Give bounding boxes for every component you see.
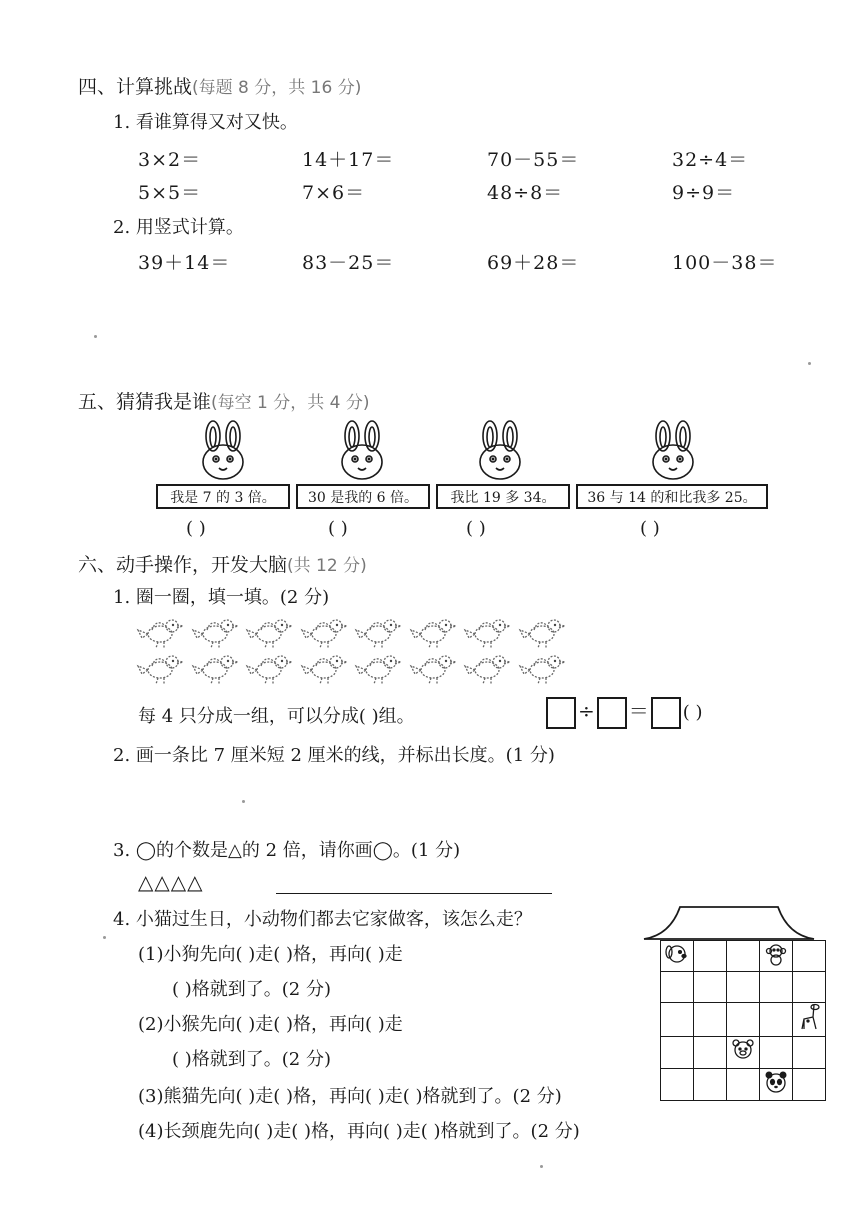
grid-cell xyxy=(793,1037,826,1069)
speck xyxy=(242,800,245,803)
grid-cell xyxy=(760,1069,793,1101)
q4-dog-line1: (1)小狗先向( )走( )格，再向( )走 xyxy=(138,944,403,965)
rabbit-icon xyxy=(465,420,535,482)
rabbit-icon xyxy=(638,420,708,482)
section-5-heading xyxy=(78,387,370,414)
grid-cell xyxy=(727,941,760,972)
grid-cell xyxy=(727,972,760,1003)
grid-cell xyxy=(694,972,727,1003)
q4-dog-line2: ( )格就到了。(2 分) xyxy=(172,979,331,1000)
clue-bubble: 36 与 14 的和比我多 25。 xyxy=(576,484,768,509)
house-roof xyxy=(640,903,818,943)
section-6-note: (共 12 分) xyxy=(287,556,367,576)
panda-icon xyxy=(763,1069,789,1095)
equation: 69＋28＝ xyxy=(487,252,580,274)
speck xyxy=(103,936,106,939)
speck xyxy=(540,1165,543,1168)
bear-icon xyxy=(730,1037,756,1063)
s6-question-4: 4. 小猫过生日，小动物们都去它家做客，该怎么走？ xyxy=(113,909,532,930)
q4-monkey-line1: (2)小猴先向( )走( )格，再向( )走 xyxy=(138,1014,403,1035)
section-4-title: 四、计算挑战 xyxy=(78,76,193,98)
speck xyxy=(808,362,811,365)
grid-cell xyxy=(727,1069,760,1101)
bird-icon xyxy=(300,614,350,650)
section-5-note: (每空 1 分，共 4 分) xyxy=(211,393,370,413)
grid-cell xyxy=(760,1037,793,1069)
division-boxes: ÷ ＝ ( ) xyxy=(544,695,703,729)
grid-cell xyxy=(661,1037,694,1069)
bird-icon xyxy=(518,650,568,686)
drawing-line[interactable] xyxy=(276,893,552,894)
section-6-heading xyxy=(78,550,367,577)
monkey-icon xyxy=(763,942,789,966)
grid-cell xyxy=(727,1003,760,1037)
grid-cell xyxy=(793,1003,826,1037)
bird-icon xyxy=(354,614,404,650)
triangles: △△△△ xyxy=(138,870,204,894)
q4-monkey-line2: ( )格就到了。(2 分) xyxy=(172,1049,331,1070)
answer-blank[interactable]: ( ) xyxy=(186,518,206,539)
answer-box[interactable] xyxy=(546,697,576,729)
grid-cell xyxy=(760,1003,793,1037)
equation: 100－38＝ xyxy=(672,252,778,274)
bird-icon xyxy=(245,650,295,686)
s6-question-3: 3. ◯的个数是△的 2 倍，请你画◯。(1 分) xyxy=(113,840,461,861)
q4-panda-line: (3)熊猫先向( )走( )格，再向( )走( )格就到了。(2 分) xyxy=(138,1086,562,1107)
bird-icon xyxy=(300,650,350,686)
equation: 14＋17＝ xyxy=(302,149,395,171)
bird-icon xyxy=(463,650,513,686)
answer-box[interactable] xyxy=(597,697,627,729)
s4-question-1: 1. 看谁算得又对又快。 xyxy=(113,112,298,133)
grid-cell xyxy=(793,941,826,972)
rabbit-icon xyxy=(327,420,397,482)
bird-icon xyxy=(518,614,568,650)
section-6-title: 六、动手操作，开发大脑 xyxy=(78,554,288,576)
grid-cell xyxy=(760,972,793,1003)
answer-box[interactable] xyxy=(651,697,681,729)
s6-question-2: 2. 画一条比 7 厘米短 2 厘米的线，并标出长度。(1 分) xyxy=(113,745,555,766)
s6-question-1: 1. 圈一圈，填一填。(2 分) xyxy=(113,587,330,608)
equation: 5×5＝ xyxy=(138,182,202,204)
bird-icon xyxy=(245,614,295,650)
giraffe-icon xyxy=(796,1003,822,1031)
equation: 39＋14＝ xyxy=(138,252,231,274)
grid-cell xyxy=(661,941,694,972)
route-grid xyxy=(660,940,826,1101)
grid-cell xyxy=(694,1069,727,1101)
speck xyxy=(94,335,97,338)
bird-icon xyxy=(136,614,186,650)
unit-blank[interactable]: ( ) xyxy=(682,702,703,723)
grid-cell xyxy=(661,1003,694,1037)
bird-icon xyxy=(191,614,241,650)
equation: 3×2＝ xyxy=(138,149,202,171)
equation: 48÷8＝ xyxy=(487,182,564,204)
clue-bubble: 我是 7 的 3 倍。 xyxy=(156,484,290,509)
group-question: 每 4 只分成一组，可以分成( )组。 xyxy=(138,706,415,727)
grid-cell xyxy=(661,1069,694,1101)
bird-icon xyxy=(136,650,186,686)
bird-icon xyxy=(191,650,241,686)
s4-question-2: 2. 用竖式计算。 xyxy=(113,217,244,238)
rabbit-icon xyxy=(188,420,258,482)
section-4-note: (每题 8 分，共 16 分) xyxy=(192,78,362,98)
grid-cell xyxy=(694,941,727,972)
grid-cell xyxy=(793,1069,826,1101)
dog-icon xyxy=(664,942,690,966)
bird-icon xyxy=(463,614,513,650)
grid-cell xyxy=(727,1037,760,1069)
grid-cell xyxy=(661,972,694,1003)
grid-cell xyxy=(694,1037,727,1069)
grid-cell xyxy=(793,972,826,1003)
answer-blank[interactable]: ( ) xyxy=(640,518,660,539)
equation: 70－55＝ xyxy=(487,149,580,171)
bird-icon xyxy=(409,614,459,650)
clue-bubble: 30 是我的 6 倍。 xyxy=(296,484,430,509)
grid-cell xyxy=(694,1003,727,1037)
equation: 9÷9＝ xyxy=(672,182,736,204)
section-5-title: 五、猜猜我是谁 xyxy=(78,391,212,413)
q4-giraffe-line: (4)长颈鹿先向( )走( )格，再向( )走( )格就到了。(2 分) xyxy=(138,1121,580,1142)
equation: 7×6＝ xyxy=(302,182,366,204)
equation: 83－25＝ xyxy=(302,252,395,274)
bird-icon xyxy=(409,650,459,686)
equation: 32÷4＝ xyxy=(672,149,749,171)
answer-blank[interactable]: ( ) xyxy=(328,518,348,539)
clue-bubble: 我比 19 多 34。 xyxy=(436,484,570,509)
answer-blank[interactable]: ( ) xyxy=(466,518,486,539)
grid-cell xyxy=(760,941,793,972)
bird-icon xyxy=(354,650,404,686)
section-4-heading xyxy=(78,72,361,99)
